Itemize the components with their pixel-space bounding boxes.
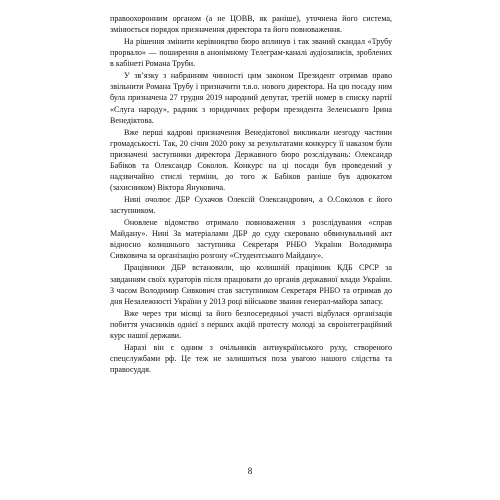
paragraph-8: Вже через три місяці за його безпосередньої участі відбулася організація побиття учасників однієї з перших акцій протесту молоді за євроінтеграційний курс нашої держави. [110,308,392,340]
paragraph-7: Працівники ДБР встановили, що колишній працівник КДБ СРСР за завданням своїх кураторів після працювати до органів державної влади України. З часом Володимир Сивкович став заступником Секретаря РНБО та отримав до дня Незалежності України у 2013 році військове звання генерал-майора запасу. [110,263,392,306]
paragraph-2: На рішення змінити керівництво бюро вплинув і так званий скандал «Трубу прорвало» — поширення в анонімному Телеграм-каналі аудіозаписів, зроблених в кабінеті Романа Труби. [110,37,392,69]
paragraph-9: Наразі він є одним з очільників антиукраїнського руху, створеного спецслужбами рф. Це теж не залишиться поза увагою нашого слідства та правосуддя. [110,342,392,375]
document-body [110,13,392,376]
paragraph-3: У зв’язку з набранням чинності цим законом Президент отримав право звільнити Романа Трубу і призначити т.в.о. нового директора. На цю посаду ним була призначена 27 грудня 2019 народний депутат, третій номер в списку партії «Слуга народу», радник з юридичних реформ президента Зеленського Ірина Венедіктова. [110,71,392,125]
paragraph-6: Оновлене відомство отримало повноваження з розслідування «справ Майдану». Нині За матеріалами ДБР до суду скеровано обвинувальний акт відносно колишнього заступника Секретаря РНБО України Володимира Сивковича за організацію розгону «Студентського Майдану». [110,218,392,261]
paragraph-4: Вже перші кадрові призначення Венедіктової викликали незгоду частини громадськості. Так, 20 січня 2020 року за результатами конкурсу її наказом були призначені заступники директора Державного бюро розслідувань: Олександр Бабіков та Олександр Соколов. Конкурс на ці посади був проведений у надзвичайно стислі терміни, до того ж Бабіков раніше був адвокатом (захисником) Віктора Януковича. [110,127,392,193]
paragraph-5: Нині очолює ДБР Сухачов Олексій Олександрович, а О.Соколов є його заступником. [110,195,392,216]
page-number: 8 [247,466,253,476]
paragraph-1: правоохоронним органом (а не ЦОВВ, як раніше), уточнена його система, змінюється порядок призначення директора та його повноваження. [110,14,392,35]
